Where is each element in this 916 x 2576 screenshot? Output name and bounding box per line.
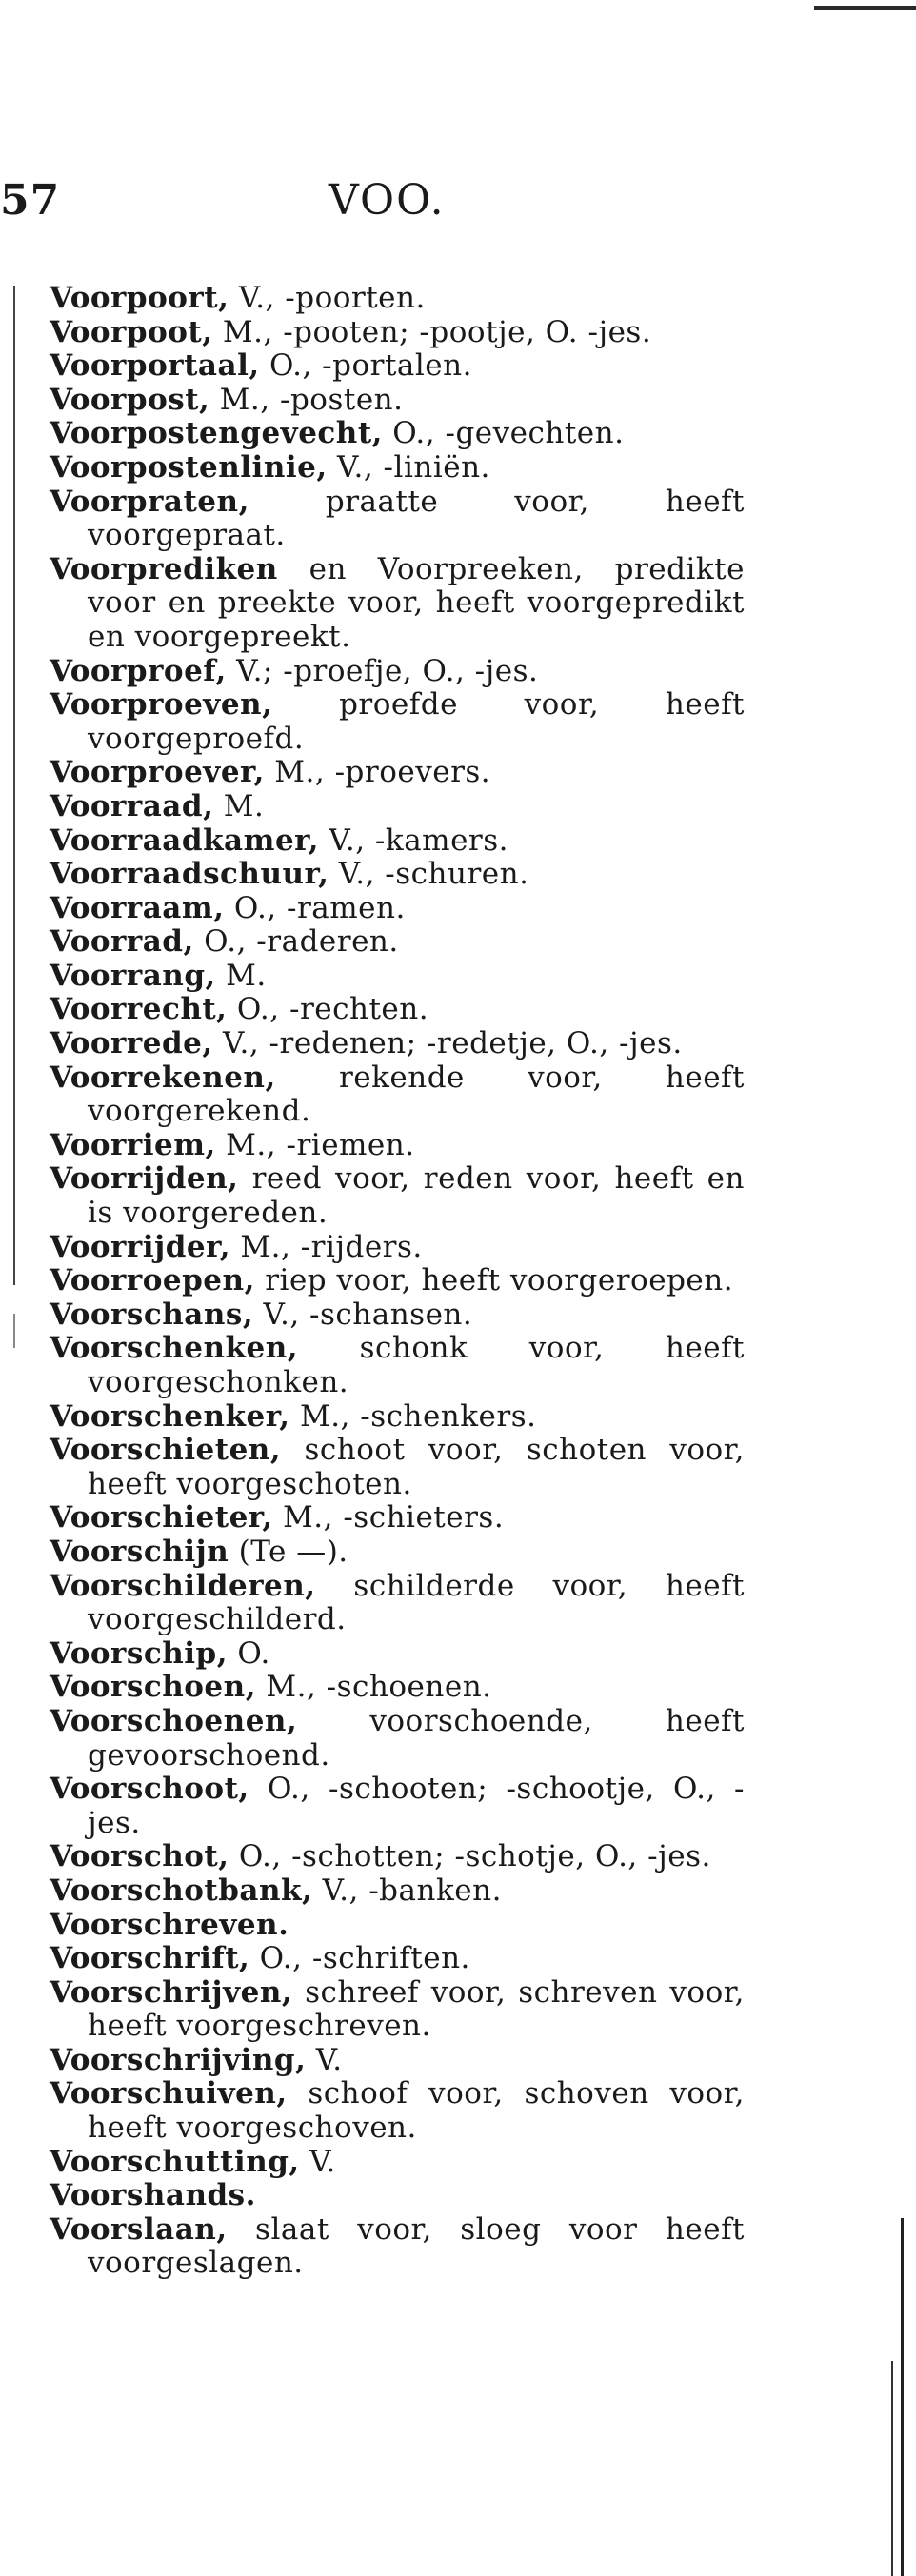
entry-definition: O., -schriften. — [249, 1941, 470, 1976]
entry-headword: Voorschrijven, — [50, 1974, 293, 2010]
entry-headword: Voorslaan, — [50, 2211, 228, 2247]
entry-definition: schreef voor, schreven voor, heeft voorgeschreven. — [88, 1974, 745, 2044]
dictionary-entry — [50, 485, 745, 553]
entry-definition: praatte voor, heeft voorgepraat. — [88, 484, 745, 553]
entry-headword: Voorschuiven, — [50, 2076, 288, 2111]
entry-definition: V., -schansen. — [253, 1297, 473, 1332]
dictionary-entry — [50, 1434, 745, 1501]
entry-headword: Voorschijn — [50, 1534, 229, 1569]
entry-definition: M. — [215, 958, 267, 993]
entry-definition: V., -schuren. — [329, 857, 529, 892]
entry-headword: Voorshands. — [50, 2178, 256, 2213]
dictionary-entry — [50, 1231, 745, 1265]
entry-headword: Voorschieten, — [50, 1433, 282, 1468]
entry-definition: O., -rechten. — [227, 992, 429, 1027]
entry-headword: Voorpraten, — [50, 484, 249, 519]
dictionary-entry — [50, 655, 745, 689]
entry-definition: rekende voor, heeft voorgerekend. — [88, 1060, 745, 1129]
running-head: VOO. — [329, 176, 446, 225]
entry-definition: O., -portalen. — [259, 348, 472, 384]
entry-headword: Voorraadkamer, — [50, 822, 320, 858]
entry-definition: M., -schieters. — [272, 1500, 505, 1536]
entry-definition: V., -kamers. — [319, 822, 508, 858]
entry-headword: Voorrede, — [50, 1026, 213, 1061]
entry-headword: Voorschoot, — [50, 1772, 249, 1807]
entry-definition: V., -poorten. — [229, 281, 426, 315]
entry-definition: O., -schotten; -schotje, O., -jes. — [229, 1839, 711, 1874]
dictionary-entry — [50, 892, 745, 926]
dictionary-entry — [50, 1162, 745, 1230]
page-header — [0, 176, 916, 233]
entry-headword: Voorpostenlinie, — [50, 449, 328, 485]
dictionary-entry — [50, 1976, 745, 2044]
dictionary-entry — [50, 1705, 745, 1773]
entry-definition: M., -schenkers. — [289, 1398, 537, 1434]
dictionary-entry — [50, 384, 745, 418]
entry-headword: Voorschrijving, — [50, 2042, 307, 2077]
entry-headword: Voorpoot, — [50, 314, 213, 349]
entry-headword: Voorproever, — [50, 755, 265, 790]
entry-headword: Voorschip, — [50, 1635, 229, 1671]
dictionary-entry — [50, 1061, 745, 1129]
dictionary-entry — [50, 2179, 745, 2213]
entry-headword: Voorrecht, — [50, 992, 228, 1027]
entry-definition: schoot voor, schoten voor, heeft voorgeschoten. — [88, 1433, 745, 1501]
dictionary-entry — [50, 858, 745, 892]
dictionary-entries — [50, 282, 745, 2281]
entry-headword: Voorpoort, — [50, 281, 229, 315]
entry-definition: M., -schoenen. — [256, 1670, 492, 1705]
entry-headword: Voorschieter, — [50, 1500, 273, 1536]
dictionary-entry — [50, 417, 745, 451]
dictionary-entry — [50, 1264, 745, 1298]
dictionary-entry — [50, 1942, 745, 1976]
dictionary-entry — [50, 756, 745, 790]
entry-headword: Voorproef, — [50, 653, 227, 688]
entry-headword: Voorschot, — [50, 1839, 229, 1874]
dictionary-entry — [50, 1874, 745, 1909]
dictionary-entry — [50, 1298, 745, 1333]
entry-headword: Voorrijder, — [50, 1229, 230, 1264]
entry-headword: Voorschoenen, — [50, 1703, 298, 1738]
entry-headword: Voorpost, — [50, 382, 210, 417]
dictionary-entry — [50, 1671, 745, 1705]
dictionary-entry — [50, 1570, 745, 1637]
entry-headword: Voorschenken, — [50, 1331, 299, 1366]
entry-headword: Voorschotbank, — [50, 1873, 313, 1908]
entry-definition: M., -riemen. — [215, 1127, 415, 1162]
entry-headword: Voorschrift, — [50, 1941, 250, 1976]
dictionary-entry — [50, 1400, 745, 1435]
entry-definition: V. — [299, 2144, 336, 2179]
dictionary-entry — [50, 349, 745, 384]
entry-headword: Voorraam, — [50, 890, 225, 925]
entry-definition: O., -raderen. — [193, 924, 399, 960]
dictionary-entry — [50, 1027, 745, 1061]
entry-headword: Voorportaal, — [50, 348, 260, 384]
entry-definition: M. — [213, 788, 265, 823]
entry-definition: V.; -proefje, O., -jes. — [226, 653, 539, 688]
dictionary-entry — [50, 790, 745, 824]
dictionary-entry — [50, 688, 745, 756]
entry-headword: Voorprediken — [50, 551, 278, 586]
dictionary-entry — [50, 1909, 745, 1943]
entry-headword: Voorschilderen, — [50, 1568, 316, 1603]
top-rule — [814, 6, 916, 10]
entry-definition: M., -posten. — [209, 382, 404, 417]
entry-definition: V., -redenen; -redetje, O., -jes. — [212, 1026, 683, 1061]
entry-definition: O., -gevechten. — [382, 416, 625, 451]
dictionary-entry — [50, 1332, 745, 1399]
dictionary-entry — [50, 2213, 745, 2281]
entry-definition: O. — [228, 1635, 270, 1671]
dictionary-entry — [50, 553, 745, 655]
dictionary-entry — [50, 451, 745, 485]
entry-headword: Voorschreven. — [50, 1907, 289, 1942]
entry-headword: Voorrekenen, — [50, 1060, 276, 1095]
entry-definition: riep voor, heeft voorgeroepen. — [254, 1263, 734, 1298]
page-edge-rule — [901, 2218, 904, 2576]
entry-headword: Voorrad, — [50, 924, 194, 960]
entry-definition: schoof voor, schoven voor, heeft voorgeschoven. — [88, 2076, 745, 2146]
entry-definition: M., -rijders. — [230, 1229, 423, 1264]
entry-definition: en Voorpreeken, predikte voor en preekte voor, heeft voorgepredikt en voorgepreekt. — [88, 551, 745, 654]
entry-definition: V., -banken. — [312, 1873, 502, 1908]
entry-headword: Voorschutting, — [50, 2144, 300, 2179]
entry-definition: schonk voor, heeft voorgeschonken. — [88, 1331, 745, 1399]
dictionary-entry — [50, 993, 745, 1027]
entry-definition: M., -pooten; -pootje, O. -jes. — [212, 314, 652, 349]
dictionary-entry — [50, 2044, 745, 2078]
entry-definition: schilderde voor, heeft voorgeschilderd. — [88, 1568, 745, 1637]
entry-definition: voorschoende, heeft gevoorschoend. — [88, 1703, 745, 1773]
entry-definition: (Te —). — [229, 1534, 348, 1569]
page-number: 57 — [0, 176, 61, 225]
entry-definition: V. — [306, 2042, 343, 2077]
dictionary-entry — [50, 2146, 745, 2180]
dictionary-entry — [50, 1840, 745, 1874]
entry-definition: proefde voor, heeft voorgeproefd. — [88, 687, 745, 756]
dictionary-entry — [50, 1501, 745, 1536]
page-edge-rule-inner — [891, 2361, 893, 2576]
entry-headword: Voorschans, — [50, 1297, 254, 1332]
dictionary-entry — [50, 1129, 745, 1163]
column-rule-left — [13, 286, 15, 1285]
entry-definition: slaat voor, sloeg voor heeft voorgeslagen. — [88, 2211, 745, 2281]
entry-definition: O., -ramen. — [224, 890, 406, 925]
entry-headword: Voorschoen, — [50, 1670, 256, 1705]
entry-definition: M., -proevers. — [264, 755, 491, 790]
dictionary-entry — [50, 316, 745, 350]
dictionary-entry — [50, 824, 745, 859]
entry-headword: Voorraad, — [50, 788, 214, 823]
dictionary-entry — [50, 960, 745, 994]
entry-headword: Voorrang, — [50, 958, 216, 993]
entry-headword: Voorroepen, — [50, 1263, 255, 1298]
dictionary-entry — [50, 282, 745, 316]
entry-headword: Voorpostengevecht, — [50, 416, 383, 451]
dictionary-entry — [50, 1773, 745, 1840]
entry-definition: reed voor, reden voor, heeft en is voorgereden. — [88, 1161, 745, 1231]
entry-definition: O., -schooten; -schootje, O., -jes. — [88, 1772, 745, 1840]
dictionary-entry — [50, 925, 745, 960]
entry-definition: V., -liniën. — [327, 449, 490, 485]
entry-headword: Voorriem, — [50, 1127, 216, 1162]
dictionary-entry — [50, 2077, 745, 2145]
entry-headword: Voorproeven, — [50, 687, 273, 723]
column-rule-mark — [13, 1314, 15, 1348]
entry-headword: Voorschenker, — [50, 1398, 290, 1434]
dictionary-entry — [50, 1637, 745, 1672]
dictionary-entry — [50, 1536, 745, 1570]
entry-headword: Voorrijden, — [50, 1161, 239, 1197]
entry-headword: Voorraadschuur, — [50, 857, 329, 892]
